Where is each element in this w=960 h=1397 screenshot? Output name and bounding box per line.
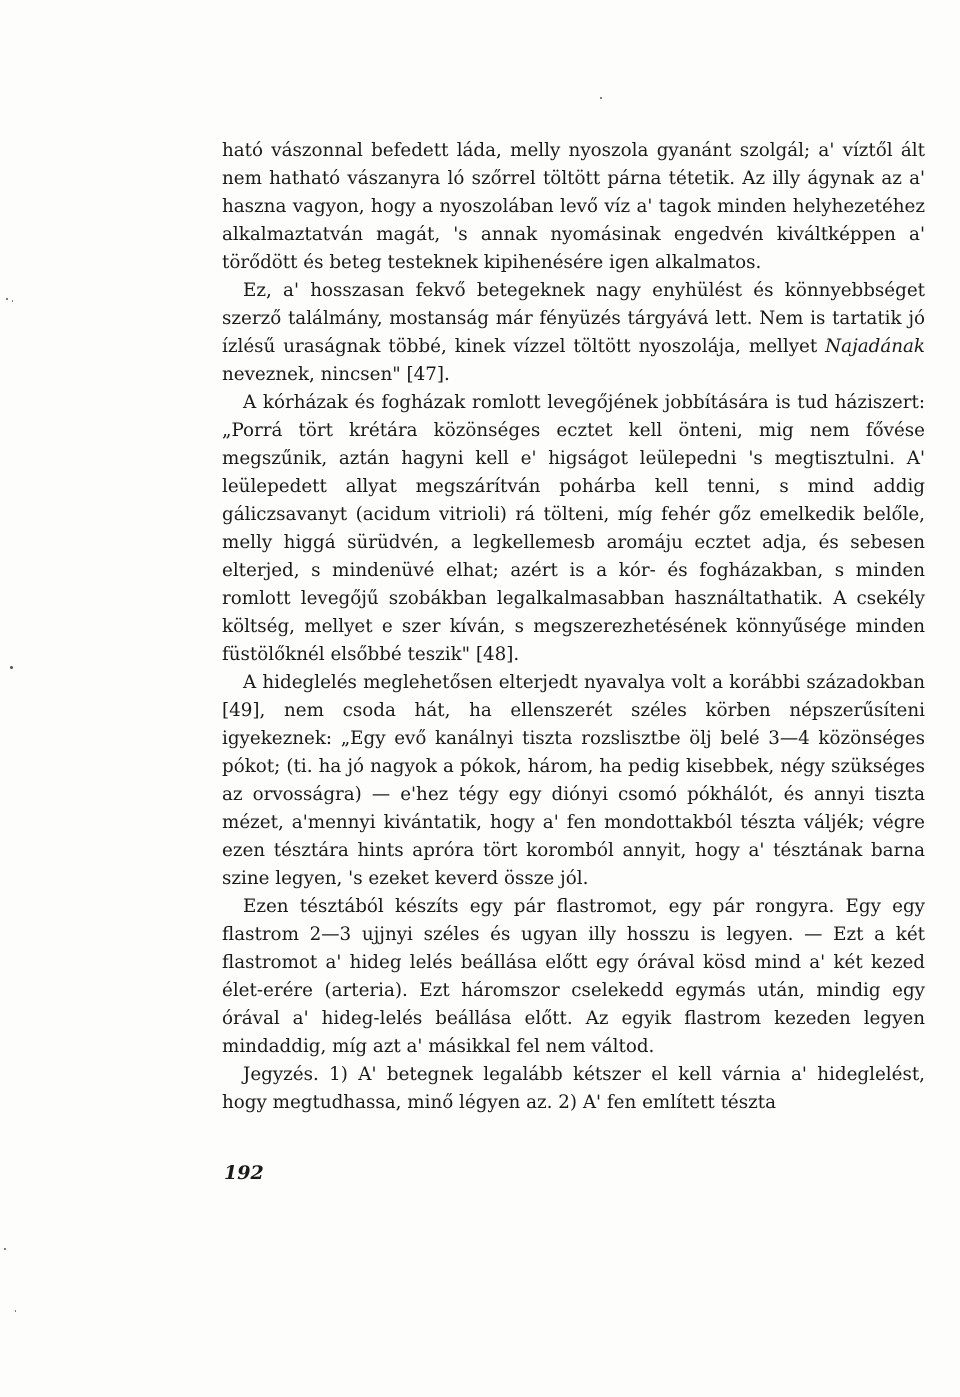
paragraph-6: Jegyzés. 1) A' betegnek legalább kétszer el kell várnia a' hideglelést, hogy megtudhassa, minő légyen az. 2) A' fen említett tészta [222, 1064, 925, 1113]
paragraph-3: A kórházak és fogházak romlott levegőjének jobbítására is tud háziszert: „Porrá tört krétára közönséges ecztet kell önteni, mig nem fővése megszűnik, aztán hagyni kell e' higságot leülepedni 's megtisztulni. A' leülepedett allyat megszárítván pohárba kell tenni, s mind addig gáliczsavanyt (acidum vitrioli) rá tölteni, míg fehér gőz emelkedik belőle, melly higgá sürüdvén, a legkellemesb aromáju ecztet adja, és sebesen elterjed, s mindenüvé elhat; azért is a kór- és fogházakban, s minden romlott levegőjű szobákban legalkalmasabban használtathatik. A csekély költség, mellyet e szer kíván, s megszerezhetésének könnyűsége minden füstölőknél elsőbbé teszik" [48]. [222, 392, 925, 665]
italic-term: Najadának [825, 336, 925, 357]
scan-speck [10, 666, 13, 669]
paragraph-2: Ez, a' hosszasan fekvő betegeknek nagy enyhülést és könnyebbséget szerző találmány, mostanság már fényüzés tárgyává lett. Nem is tartatik jó ízlésű uraságnak többé, kinek vízzel töltött nyoszolája, mellyet Najadának neveznek, nincsen" [47]. [222, 280, 925, 385]
page-number: 192 [224, 1162, 264, 1184]
paragraph-1: ható vászonnal befedett láda, melly nyoszola gyanánt szolgál; a' víztől ált nem hatható vászanyra ló szőrrel töltött párna tétetik. Az illy ágynak az a' haszna vagyon, hogy a nyoszolában levő víz a' tagok minden helyhezetéhez alkalmaztatván magát, 's annak nyomásinak engedvén kiváltképpen a' törődött és beteg testeknek kipihenésére igen alkalmatos. [222, 140, 925, 273]
body-text [222, 137, 925, 1117]
scan-speck [15, 1310, 16, 1312]
scan-speck [4, 1248, 6, 1250]
paragraph-5: Ezen tésztából készíts egy pár flastromot, egy pár rongyra. Egy egy flastrom 2—3 ujjnyi széles és ugyan illy hosszu is legyen. — Ezt a két flastromot a' hideg lelés beállása előtt egy órával kösd mind a' két kezed élet-erére (arteria). Ezt háromszor cselekedd egymás után, mindig egy órával a' hideg-lelés beállása előtt. Az egyik flastrom kezeden legyen mindaddig, míg azt a' másikkal fel nem váltod. [222, 896, 925, 1057]
paragraph-4: A hideglelés meglehetősen elterjedt nyavalya volt a korábbi századokban [49], nem csoda hát, ha ellenszerét széles körben népszerűsíteni igyekeznek: „Egy evő kanálnyi tiszta rozslisztbe ölj belé 3—4 közönséges pókot; (ti. ha jó nagyok a pókok, három, ha pedig kisebbek, négy szükséges az orvosságra) — e'hez tégy egy diónyi csomó pókhálót, és annyi tiszta mézet, a'mennyi kivántatik, hogy a' fen mondottakból tészta váljék; végre ezen tésztára hints apróra tört koromból annyit, hogy a' tésztának barna szine legyen, 's ezeket keverd össze jól. [222, 672, 925, 889]
scan-speck [12, 300, 13, 302]
scan-speck [6, 298, 8, 300]
scan-speck [600, 97, 602, 99]
